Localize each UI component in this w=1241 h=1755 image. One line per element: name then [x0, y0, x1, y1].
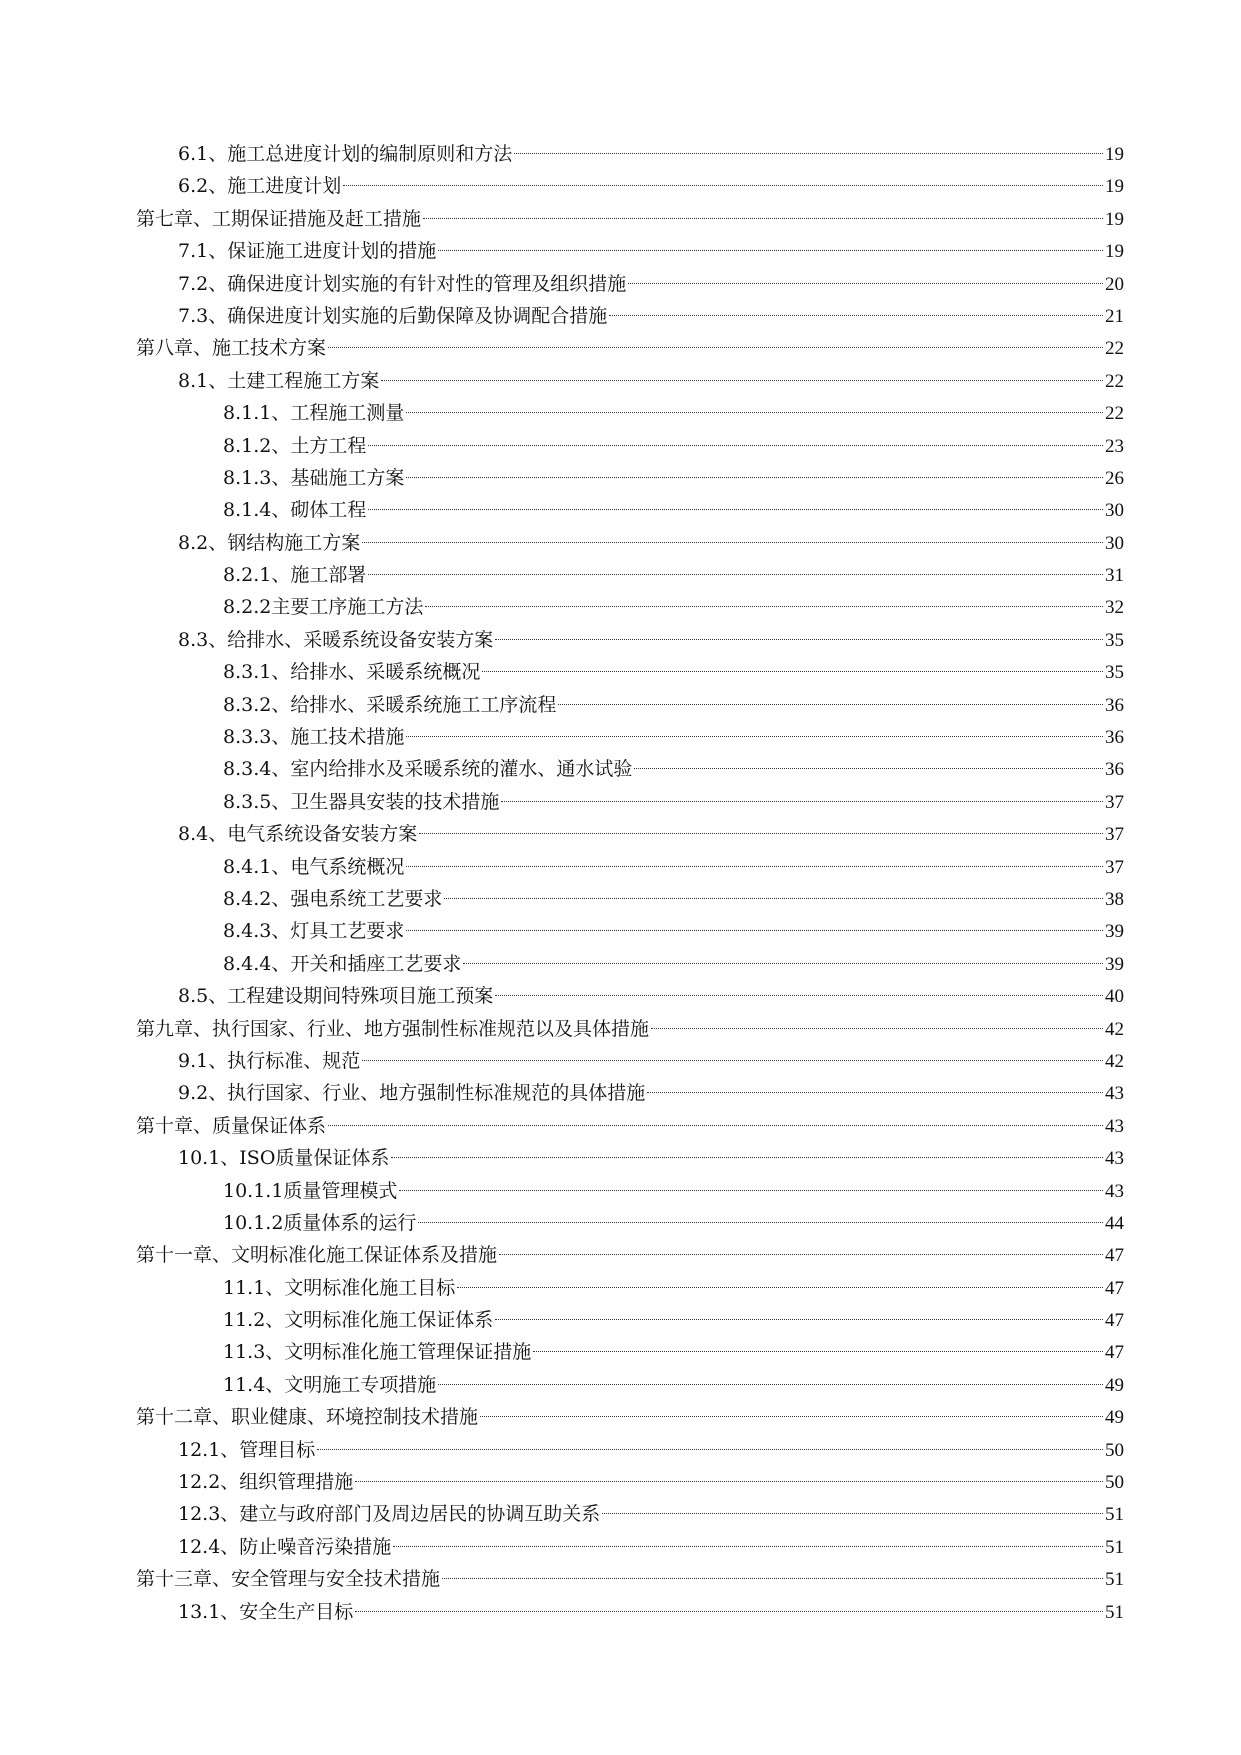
toc-dot-leader: [393, 1546, 1103, 1547]
toc-dot-leader: [495, 995, 1103, 996]
toc-entry[interactable]: [136, 527, 1124, 559]
toc-entry[interactable]: [136, 138, 1124, 170]
toc-entry[interactable]: [136, 1175, 1124, 1207]
toc-entry-label: 12.3、建立与政府部门及周边居民的协调互助关系: [178, 1503, 601, 1526]
toc-dot-leader: [362, 1060, 1103, 1061]
toc-entry[interactable]: [136, 1207, 1124, 1239]
toc-entry-page-number: 22: [1105, 370, 1124, 392]
toc-dot-leader: [634, 768, 1103, 769]
toc-entry[interactable]: [136, 721, 1124, 753]
toc-entry[interactable]: [136, 851, 1124, 883]
toc-entry-page-number: 22: [1105, 338, 1124, 360]
toc-entry[interactable]: [136, 1563, 1124, 1595]
toc-dot-leader: [495, 1319, 1103, 1320]
toc-entry-label: 8.2、钢结构施工方案: [178, 531, 361, 554]
toc-dot-leader: [533, 1351, 1103, 1352]
toc-entry[interactable]: [136, 1239, 1124, 1271]
toc-entry[interactable]: [136, 753, 1124, 785]
toc-entry-page-number: 19: [1105, 144, 1124, 165]
toc-dot-leader: [368, 574, 1103, 575]
toc-entry[interactable]: [136, 656, 1124, 688]
toc-dot-leader: [328, 1125, 1103, 1126]
toc-entry[interactable]: [136, 235, 1124, 267]
toc-dot-leader: [355, 1481, 1103, 1482]
toc-entry[interactable]: [136, 332, 1124, 364]
toc-entry[interactable]: [136, 559, 1124, 591]
toc-entry-page-number: 19: [1105, 241, 1124, 263]
toc-entry-label: 第十三章、安全管理与安全技术措施: [136, 1568, 441, 1591]
toc-entry-label: 8.1.4、砌体工程: [223, 499, 367, 522]
toc-dot-leader: [419, 833, 1103, 834]
toc-entry[interactable]: [136, 915, 1124, 947]
toc-entry-page-number: 42: [1105, 1050, 1124, 1072]
toc-entry-page-number: 49: [1105, 1407, 1124, 1429]
toc-entry-page-number: 19: [1105, 208, 1124, 230]
toc-dot-leader: [438, 250, 1103, 251]
toc-entry-label: 第八章、施工技术方案: [136, 337, 327, 360]
toc-entry[interactable]: [136, 1272, 1124, 1304]
toc-entry-label: 10.1.2质量体系的运行: [223, 1211, 417, 1234]
toc-dot-leader: [647, 1092, 1103, 1093]
toc-entry[interactable]: [136, 203, 1124, 235]
toc-entry-label: 11.3、文明标准化施工管理保证措施: [223, 1341, 532, 1364]
toc-entry[interactable]: [136, 591, 1124, 623]
toc-dot-leader: [651, 1028, 1103, 1029]
toc-entry-page-number: 43: [1105, 1115, 1124, 1137]
toc-entry-page-number: 35: [1105, 629, 1124, 651]
toc-dot-leader: [609, 315, 1103, 316]
toc-dot-leader: [482, 671, 1103, 672]
toc-entry-label: 13.1、安全生产目标: [178, 1600, 354, 1623]
toc-entry-label: 8.1.1、工程施工测量: [223, 402, 405, 425]
toc-entry-page-number: 31: [1105, 565, 1124, 587]
toc-entry-label: 第七章、工期保证措施及赶工措施: [136, 207, 422, 230]
toc-dot-leader: [355, 1611, 1103, 1612]
toc-entry-label: 第十一章、文明标准化施工保证体系及措施: [136, 1244, 498, 1267]
toc-dot-leader: [480, 1416, 1103, 1417]
toc-entry-page-number: 38: [1105, 888, 1124, 910]
toc-entry-page-number: 36: [1105, 694, 1124, 716]
toc-entry-label: 7.1、保证施工进度计划的措施: [178, 240, 437, 263]
toc-entry-label: 7.3、确保进度计划实施的后勤保障及协调配合措施: [178, 304, 608, 327]
toc-entry-label: 8.4.4、开关和插座工艺要求: [223, 952, 462, 975]
toc-entry[interactable]: [136, 1110, 1124, 1142]
toc-entry-label: 8.3.5、卫生器具安装的技术措施: [223, 790, 500, 813]
toc-entry-page-number: 21: [1105, 305, 1124, 327]
toc-entry-page-number: 47: [1105, 1277, 1124, 1299]
toc-entry-page-number: 20: [1105, 273, 1124, 295]
toc-dot-leader: [399, 1190, 1103, 1191]
toc-entry-page-number: 50: [1105, 1472, 1124, 1494]
toc-entry-label: 8.3.4、室内给排水及采暖系统的灌水、通水试验: [223, 758, 633, 781]
toc-entry-page-number: 44: [1105, 1212, 1124, 1234]
toc-entry[interactable]: [136, 980, 1124, 1012]
toc-entry[interactable]: [136, 170, 1124, 202]
toc-entry-label: 12.2、组织管理措施: [178, 1471, 354, 1494]
toc-entry-label: 7.2、确保进度计划实施的有针对性的管理及组织措施: [178, 272, 627, 295]
toc-entry[interactable]: [136, 365, 1124, 397]
toc-entry-label: 8.3.1、给排水、采暖系统概况: [223, 661, 481, 684]
toc-dot-leader: [495, 639, 1103, 640]
toc-dot-leader: [406, 412, 1103, 413]
toc-entry-label: 10.1.1质量管理模式: [223, 1179, 398, 1202]
toc-dot-leader: [501, 801, 1103, 802]
toc-entry[interactable]: [136, 1369, 1124, 1401]
toc-entry[interactable]: [136, 1336, 1124, 1368]
toc-entry[interactable]: [136, 1498, 1124, 1530]
toc-entry[interactable]: [136, 462, 1124, 494]
toc-dot-leader: [444, 898, 1103, 899]
toc-entry-label: 11.2、文明标准化施工保证体系: [223, 1309, 494, 1332]
toc-entry-page-number: 43: [1105, 1148, 1124, 1170]
toc-entry[interactable]: [136, 430, 1124, 462]
toc-entry[interactable]: [136, 624, 1124, 656]
toc-dot-leader: [406, 930, 1103, 931]
toc-entry[interactable]: [136, 786, 1124, 818]
toc-dot-leader: [602, 1513, 1103, 1514]
table-of-contents: [136, 138, 1124, 1628]
toc-entry-page-number: 37: [1105, 791, 1124, 813]
toc-dot-leader: [368, 509, 1103, 510]
toc-entry-label: 8.4.1、电气系统概况: [223, 855, 405, 878]
toc-entry-label: 6.2、施工进度计划: [178, 175, 342, 198]
toc-dot-leader: [317, 1449, 1103, 1450]
toc-dot-leader: [406, 477, 1103, 478]
toc-dot-leader: [381, 380, 1103, 381]
toc-entry-page-number: 39: [1105, 921, 1124, 943]
toc-entry-label: 8.1.2、土方工程: [223, 434, 367, 457]
toc-entry-page-number: 35: [1105, 662, 1124, 684]
toc-entry-label: 8.3.3、施工技术措施: [223, 726, 405, 749]
toc-entry[interactable]: [136, 1142, 1124, 1174]
toc-dot-leader: [362, 542, 1103, 543]
toc-entry-label: 12.4、防止噪音污染措施: [178, 1535, 392, 1558]
toc-entry-label: 9.2、执行国家、行业、地方强制性标准规范的具体措施: [178, 1082, 646, 1105]
toc-entry-label: 8.1、土建工程施工方案: [178, 369, 380, 392]
toc-dot-leader: [418, 1222, 1103, 1223]
toc-entry-page-number: 47: [1105, 1245, 1124, 1267]
toc-entry[interactable]: [136, 1045, 1124, 1077]
toc-entry-label: 11.4、文明施工专项措施: [223, 1373, 437, 1396]
toc-entry[interactable]: [136, 818, 1124, 850]
toc-entry[interactable]: [136, 494, 1124, 526]
toc-entry-label: 8.4.2、强电系统工艺要求: [223, 887, 443, 910]
toc-entry-page-number: 37: [1105, 824, 1124, 846]
toc-entry-page-number: 40: [1105, 986, 1124, 1008]
toc-dot-leader: [438, 1384, 1103, 1385]
toc-entry-label: 8.3.2、给排水、采暖系统施工工序流程: [223, 693, 557, 716]
toc-dot-leader: [628, 283, 1103, 284]
toc-entry-label: 8.5、工程建设期间特殊项目施工预案: [178, 985, 494, 1008]
toc-entry-page-number: 47: [1105, 1310, 1124, 1332]
toc-entry-label: 11.1、文明标准化施工目标: [223, 1276, 456, 1299]
toc-entry-page-number: 30: [1105, 500, 1124, 522]
toc-entry[interactable]: [136, 300, 1124, 332]
toc-entry[interactable]: [136, 1401, 1124, 1433]
toc-entry-page-number: 36: [1105, 759, 1124, 781]
toc-entry-page-number: 39: [1105, 953, 1124, 975]
toc-dot-leader: [368, 445, 1103, 446]
toc-entry[interactable]: [136, 689, 1124, 721]
toc-entry[interactable]: [136, 268, 1124, 300]
toc-entry[interactable]: [136, 397, 1124, 429]
toc-entry-page-number: 22: [1105, 403, 1124, 425]
toc-entry-label: 8.1.3、基础施工方案: [223, 466, 405, 489]
toc-dot-leader: [499, 1254, 1103, 1255]
toc-dot-leader: [442, 1578, 1103, 1579]
toc-entry-label: 第九章、执行国家、行业、地方强制性标准规范以及具体措施: [136, 1017, 650, 1040]
toc-dot-leader: [328, 347, 1103, 348]
toc-entry-page-number: 19: [1105, 176, 1124, 198]
toc-entry-label: 8.4、电气系统设备安装方案: [178, 823, 418, 846]
toc-entry-label: 6.1、施工总进度计划的编制原则和方法: [178, 143, 513, 165]
toc-entry-label: 9.1、执行标准、规范: [178, 1049, 361, 1072]
toc-entry-label: 8.2.2主要工序施工方法: [223, 596, 424, 619]
toc-entry-label: 8.3、给排水、采暖系统设备安装方案: [178, 628, 494, 651]
toc-entry[interactable]: [136, 1077, 1124, 1109]
toc-entry[interactable]: [136, 1304, 1124, 1336]
toc-entry[interactable]: [136, 1531, 1124, 1563]
toc-entry-page-number: 47: [1105, 1342, 1124, 1364]
toc-entry-page-number: 49: [1105, 1374, 1124, 1396]
toc-entry-label: 10.1、ISO质量保证体系: [178, 1147, 390, 1170]
toc-entry-label: 第十二章、职业健康、环境控制技术措施: [136, 1406, 479, 1429]
toc-entry-page-number: 42: [1105, 1018, 1124, 1040]
toc-entry-label: 第十章、质量保证体系: [136, 1114, 327, 1137]
toc-entry[interactable]: [136, 948, 1124, 980]
toc-entry-page-number: 43: [1105, 1180, 1124, 1202]
toc-entry[interactable]: [136, 1596, 1124, 1628]
toc-entry-page-number: 26: [1105, 467, 1124, 489]
toc-dot-leader: [514, 153, 1103, 154]
toc-entry-page-number: 51: [1105, 1536, 1124, 1558]
toc-dot-leader: [391, 1157, 1103, 1158]
toc-dot-leader: [423, 218, 1103, 219]
toc-dot-leader: [457, 1287, 1103, 1288]
toc-dot-leader: [463, 963, 1103, 964]
toc-entry-page-number: 51: [1105, 1569, 1124, 1591]
toc-entry[interactable]: [136, 1013, 1124, 1045]
toc-dot-leader: [406, 736, 1103, 737]
toc-entry-label: 12.1、管理目标: [178, 1438, 316, 1461]
toc-entry-page-number: 43: [1105, 1083, 1124, 1105]
toc-entry-page-number: 51: [1105, 1504, 1124, 1526]
toc-entry[interactable]: [136, 883, 1124, 915]
toc-entry-page-number: 37: [1105, 856, 1124, 878]
toc-entry-page-number: 51: [1105, 1601, 1124, 1623]
toc-entry-page-number: 32: [1105, 597, 1124, 619]
toc-entry-page-number: 30: [1105, 532, 1124, 554]
toc-dot-leader: [343, 185, 1103, 186]
toc-dot-leader: [406, 866, 1103, 867]
toc-entry-label: 8.2.1、施工部署: [223, 564, 367, 587]
toc-entry-page-number: 36: [1105, 727, 1124, 749]
toc-entry-page-number: 23: [1105, 435, 1124, 457]
toc-entry-label: 8.4.3、灯具工艺要求: [223, 920, 405, 943]
toc-dot-leader: [425, 606, 1103, 607]
toc-entry[interactable]: [136, 1466, 1124, 1498]
toc-entry[interactable]: [136, 1434, 1124, 1466]
toc-entry-page-number: 50: [1105, 1439, 1124, 1461]
toc-dot-leader: [558, 704, 1103, 705]
